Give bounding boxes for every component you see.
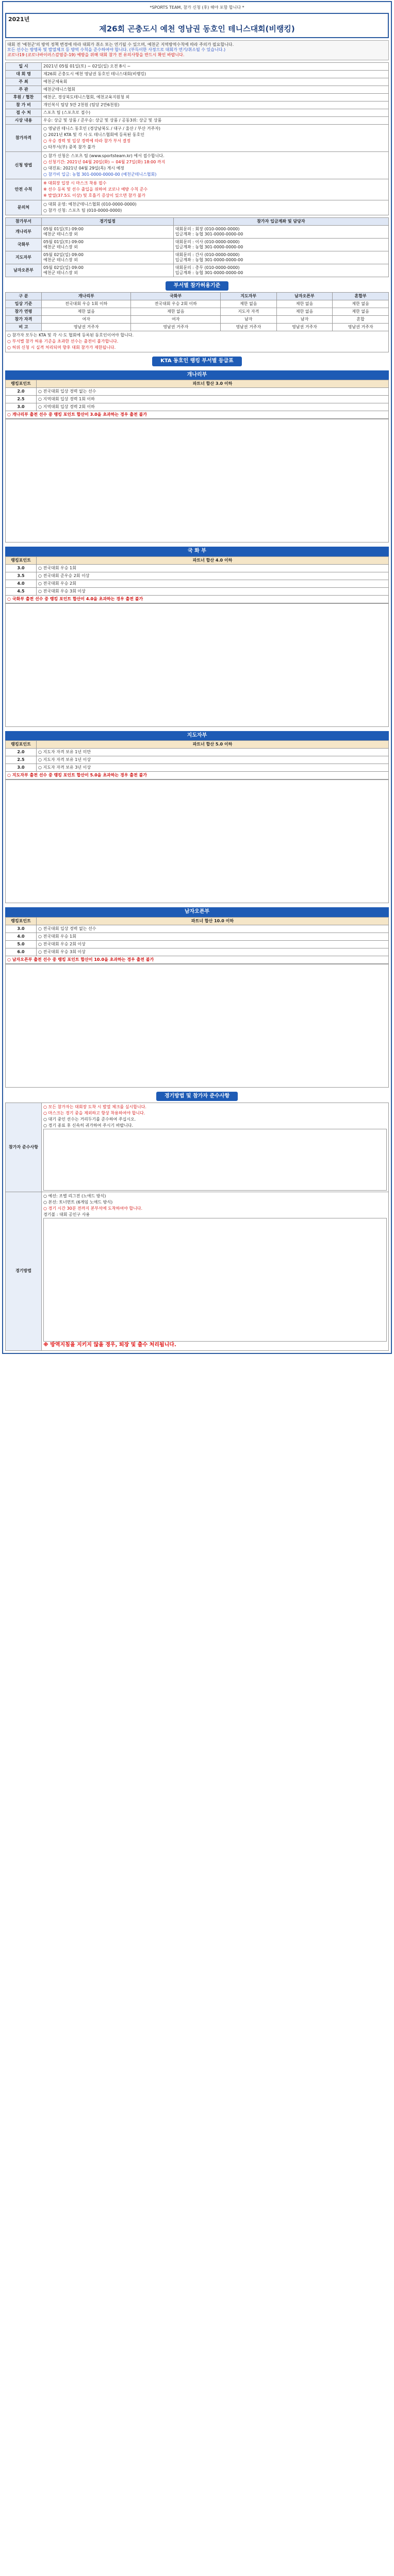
points-value: 3.0 [6,764,37,772]
division-cell: 남자 [276,316,333,324]
division-cell: 제한 없음 [276,300,333,308]
dates-header: 참가부서 [6,217,42,225]
schedule-line: ○ 참가비 입금: 농협 301-0000-0000-00 (예천군테니스협회) [43,172,157,177]
schedule-label: 신청 방법 [6,151,42,179]
group-detail-area [5,419,389,543]
year-label: 2021년 [8,16,30,23]
info-table [5,62,389,215]
dates-contact: 대회문의 : 이사 (010-0000-0000) 입금계좌 : 농협 301-0000-0000-00 [173,238,388,251]
division-cell: 영남권 거주자 [42,324,131,331]
points-value: 3.0 [6,564,37,572]
info-value: 예천군, 경상북도테니스협회, 예천교육지원청 외 [42,93,389,101]
division-header: 개나리부 [42,293,131,300]
points-group [5,370,389,543]
points-table [5,380,389,419]
contact-list [42,200,389,215]
points-head-value: 파트너 합산 10.0 이하 [37,917,389,925]
rules-line: ○ 대기 중인 선수는 거리두기를 준수하여 주십시오. [43,1117,136,1122]
info-value: 2021년 05월 01일(토) ~ 02일(일) 오전 8시 ~ [42,62,389,70]
division-cell: 여자 [42,316,131,324]
contact-line: ○ 대회 운영: 예천군테니스협회 (010-0000-0000) [43,201,137,207]
info-label: 주 관 [6,86,42,93]
covid-list [42,179,389,200]
qualification-line: ○ 2021년 KTA 및 각 시·도 테니스협회에 등록된 동호인 [43,132,144,137]
points-head-label: 랭킹포인트 [6,741,37,749]
points-desc: ○ 지역대회 입상 경력 2회 이하 [37,403,389,411]
points-note: ○ 개나리부 출전 선수 중 랭킹 포인트 합산이 3.0을 초과하는 경우 출전 불가 [6,411,389,419]
method-detail-area [43,1218,387,1342]
title-box [5,13,389,38]
rules-line: ○ 모든 참가자는 대회장 도착 시 발열 체크를 실시합니다. [43,1105,146,1110]
division-note: ○ 참가자 모두는 KTA 및 각 시·도 협회에 등록된 동호인이어야 합니다. [7,333,134,338]
points-head-value: 파트너 합산 3.0 이하 [37,380,389,388]
division-cell: 전국대회 우승 1회 이하 [42,300,131,308]
points-desc: ○ 전국대회 우승 2회 이상 [37,940,389,948]
division-cell: 제한 없음 [42,308,131,316]
schedule-line: ○ 대진표: 2021년 04월 29일(목) 게시 예정 [43,165,124,171]
method-line: ○ 본선: 토너먼트 (6게임 노애드 방식) [43,1200,113,1205]
covid-line: ※ 대회장 입장 시 마스크 착용 필수 [43,180,107,185]
points-group [5,547,389,727]
points-desc: ○ 지도자 자격 보유 1년 이상 [37,756,389,764]
dates-division: 지도자부 [6,251,42,264]
qualification-line: ○ 우승 경력 및 입상 경력에 따라 참가 부서 결정 [43,138,130,143]
dates-schedule: 05월 02일(일) 09:00 예천군 테니스장 외 [42,264,174,277]
points-value: 3.5 [6,572,37,580]
points-value: 6.0 [6,948,37,956]
rules-list [42,1103,389,1192]
points-value: 2.0 [6,388,37,396]
schedule-list [42,151,389,179]
division-cell: 지도자 자격 [220,308,276,316]
info-value: 개인복식 팀당 5만 2천원 (팀당 2만6천원) [42,101,389,109]
dates-table [5,217,389,277]
qualification-label: 참가자격 [6,124,42,151]
division-note: ○ 허위 신청 시 실격 처리되며 향후 대회 참가가 제한됩니다. [7,345,116,350]
intro-line-2: 모든 선수는 방명록 및 발열체크 등 방역 수칙을 준수하여야 합니다. (부득이한 사정으로 대회가 연기/취소될 수 있습니다.) [7,47,226,52]
info-label: 일 시 [6,62,42,70]
group-detail-area [5,603,389,727]
points-value: 2.5 [6,756,37,764]
rules-line: ○ 마스크는 경기 중을 제외하고 항상 착용하여야 합니다. [43,1111,145,1116]
points-head-value: 파트너 합산 4.0 이하 [37,556,389,564]
group-title: 국 화 부 [5,547,389,556]
info-label: 주 최 [6,78,42,86]
points-note: ○ 남자오픈부 출전 선수 중 랭킹 포인트 합산이 10.0을 초과하는 경우 출전 불가 [6,956,389,963]
points-section-title: KTA 동호인 랭킹 부서별 등급표 [5,357,389,366]
group-title: 개나리부 [5,370,389,380]
dates-contact: 대회문의 : 회장 (010-0000-0000) 입금계좌 : 농협 301-0000-0000-00 [173,225,388,238]
covid-label: 안전 수칙 [6,179,42,200]
points-desc: ○ 지역대회 입상 경력 1회 이하 [37,396,389,403]
points-desc: ○ 전국대회 입상 경력 없는 선수 [37,925,389,933]
top-note: *SPORTS TEAM, 참가 신청 (후) 해야 포함 합니다 * [150,5,244,10]
points-value: 4.5 [6,587,37,595]
division-row-label: 입상 기준 [6,300,42,308]
points-value: 2.0 [6,749,37,756]
info-label: 대 회 명 [6,70,42,78]
intro-box [5,40,389,60]
dates-division: 개나리부 [6,225,42,238]
tournament-notice [2,1,392,1354]
info-label: 접 수 처 [6,109,42,116]
info-label: 시상 내용 [6,116,42,124]
division-cell: 제한 없음 [131,308,220,316]
division-header: 지도자부 [220,293,276,300]
covid-line: ※ 선수 등록 및 선수 출입을 위하여 코로나 예방 수칙 준수 [43,187,148,192]
dates-division: 국화부 [6,238,42,251]
points-note: ○ 지도자부 출전 선수 중 랭킹 포인트 합산이 5.0을 초과하는 경우 출전 불가 [6,772,389,779]
dates-schedule: 05월 01일(토) 09:00 예천군 테니스장 외 [42,238,174,251]
division-cell: 영남권 거주자 [333,324,389,331]
schedule-line: ○ 참가 신청은 스포츠 팀 (www.sportsteam.kr) 에서 접수합니다. [43,153,165,158]
rules-section-title: 경기방법 및 참가자 준수사항 [5,1092,389,1101]
division-row-label: 참가 연령 [6,308,42,316]
points-group [5,907,389,1088]
method-list [42,1192,389,1351]
points-value: 3.0 [6,925,37,933]
method-label: 경기방법 [6,1192,42,1351]
qualification-line: ○ 타부서(부) 중복 참가 불가 [43,144,95,149]
qualification-line: ○ 영남권 테니스 동호인 (경상남북도 / 대구 / 울산 / 부산 거주자) [43,126,161,131]
division-cell: 여자 [131,316,220,324]
dates-contact: 대회문의 : 간사 (010-0000-0000) 입금계좌 : 농협 301-0000-0000-00 [173,251,388,264]
intro-line-1: 대회 전 '예천군'의 방역 정책 변경에 따라 대회가 취소 또는 연기될 수 있으며, 예천군 지역방역수칙에 따라 주의가 필요합니다. [7,42,234,47]
info-value: 예천군체육회 [42,78,389,86]
division-cell: 제한 없음 [333,308,389,316]
points-desc: ○ 전국대회 입상 경력 없는 선수 [37,388,389,396]
dates-contact: 대회문의 : 총무 (010-0000-0000) 입금계좌 : 농협 301-0000-0000-00 [173,264,388,277]
points-value: 5.0 [6,940,37,948]
division-cell: 남자 [220,316,276,324]
points-table [5,740,389,779]
division-cell: 제한 없음 [220,300,276,308]
division-header: 남자오픈부 [276,293,333,300]
contact-label: 문의처 [6,200,42,215]
final-warning: ※ 방역지침을 지키지 않을 경우, 퇴장 및 출수 처리됩니다. [43,1342,176,1348]
points-desc: ○ 전국대회 우승 2회 [37,580,389,587]
rules-line: ○ 경기 종료 후 신속히 귀가하여 주시기 바랍니다. [43,1123,134,1128]
info-label: 후원 / 협찬 [6,93,42,101]
points-head-label: 랭킹포인트 [6,380,37,388]
points-value: 4.0 [6,933,37,940]
info-value: 우승: 상금 및 상품 / 준우승: 상금 및 상품 / 공동3위: 상금 및 상품 [42,116,389,124]
method-line: ○ 경기 시간 30분 전까지 본부석에 도착하여야 합니다. [43,1206,143,1211]
division-cell: 영남권 거주자 [220,324,276,331]
points-value: 2.5 [6,396,37,403]
points-head-value: 파트너 합산 5.0 이하 [37,741,389,749]
dates-header: 참가자 입금계좌 및 담당자 [173,217,388,225]
points-desc: ○ 지도자 자격 보유 3년 이상 [37,764,389,772]
division-row-label: 비 고 [6,324,42,331]
rules-table [5,1103,389,1351]
info-value: 제26회 곤충도시 예천 영남권 동호인 테니스대회(비랭킹) [42,70,389,78]
dates-schedule: 05월 02일(일) 09:00 예천군 테니스장 외 [42,251,174,264]
points-table [5,556,389,603]
intro-line-3: 코로나19 (코로나바이러스감염증-19) 예방을 위해 대회 참가 전 유의사항을 반드시 확인 바랍니다. [7,53,185,58]
points-desc: ○ 전국대회 준우승 2회 이상 [37,572,389,580]
dates-division: 남자오픈부 [6,264,42,277]
division-header: 혼합부 [333,293,389,300]
group-detail-area [5,964,389,1088]
page-title: 제26회 곤충도시 예천 영남권 동호인 테니스대회(비랭킹) [99,24,295,33]
division-header: 구 분 [6,293,42,300]
covid-line: ※ 발열(37.5도 이상) 및 호흡기 증상이 있으면 참가 불가 [43,193,145,198]
division-section-title: 부서별 참가허용기준 [5,281,389,291]
points-head-label: 랭킹포인트 [6,556,37,564]
dates-header: 경기일정 [42,217,174,225]
info-label: 참 가 비 [6,101,42,109]
info-value: 스포츠 팀 (스포츠로 접수) [42,109,389,116]
info-value: 예천군테니스협회 [42,86,389,93]
rules-label: 참가자 준수사항 [6,1103,42,1192]
division-header: 국화부 [131,293,220,300]
points-desc: ○ 전국대회 우승 1회 [37,564,389,572]
contact-line: ○ 참가 신청: 스포츠 팀 (010-0000-0000) [43,208,122,213]
division-table [5,292,389,352]
points-value: 3.0 [6,403,37,411]
points-table [5,917,389,964]
division-cell: 제한 없음 [276,308,333,316]
points-note: ○ 국화부 출전 선수 중 랭킹 포인트 합산이 4.0을 초과하는 경우 출전 불가 [6,595,389,603]
points-head-label: 랭킹포인트 [6,917,37,925]
group-detail-area [5,779,389,903]
division-row-label: 참가 자격 [6,316,42,324]
division-cell: 제한 없음 [333,300,389,308]
group-title: 남자오픈부 [5,907,389,917]
points-value: 4.0 [6,580,37,587]
method-line: ○ 예선: 조별 리그전 (노애드 방식) [43,1194,106,1199]
group-title: 지도자부 [5,731,389,741]
points-desc: ○ 전국대회 우승 3회 이상 [37,948,389,956]
division-note: ○ 부서별 참가 허용 기준을 초과한 선수는 출전이 불가합니다. [7,339,119,344]
rules-detail-area [43,1129,387,1191]
dates-schedule: 05월 01일(토) 09:00 예천군 테니스장 외 [42,225,174,238]
division-cell: 영남권 거주자 [276,324,333,331]
qualification-list [42,124,389,151]
division-notes [6,331,389,352]
points-desc: ○ 전국대회 우승 1회 [37,933,389,940]
points-group [5,731,389,904]
division-cell: 영남권 거주자 [131,324,220,331]
division-cell: 혼합 [333,316,389,324]
division-cell: 전국대회 우승 2회 이하 [131,300,220,308]
ball-line: 경기볼 : 대회 공인구 사용 [43,1212,90,1217]
points-desc: ○ 지도자 자격 보유 1년 미만 [37,749,389,756]
schedule-line: ○ 신청기간: 2021년 04월 20일(화) ~ 04월 27일(화) 18:00 까지 [43,159,166,164]
points-desc: ○ 전국대회 우승 3회 이상 [37,587,389,595]
